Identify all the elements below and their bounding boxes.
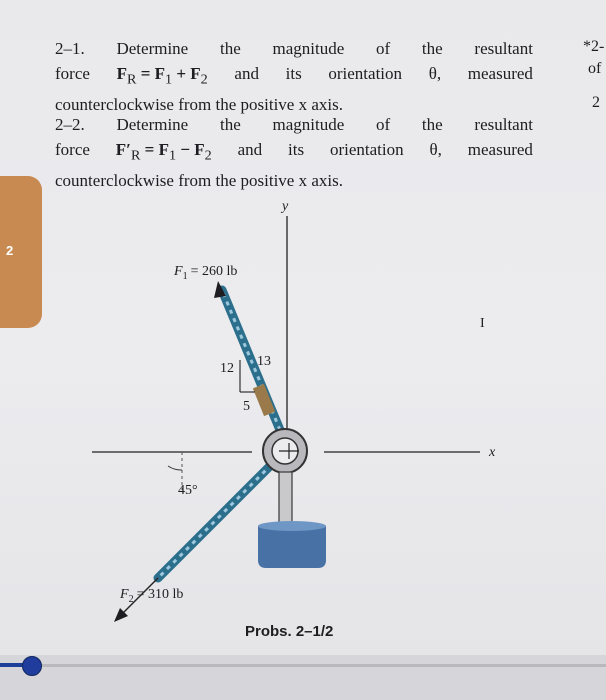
f1-value: = 260 lb bbox=[190, 264, 238, 279]
word: the bbox=[421, 115, 443, 134]
f1-subscript: 1 bbox=[182, 271, 188, 282]
margin-note: 2 bbox=[592, 94, 600, 111]
formula-subscript: R bbox=[126, 71, 137, 88]
angle-label: 45° bbox=[178, 483, 198, 498]
word: of bbox=[375, 39, 391, 58]
word: resultant bbox=[474, 115, 533, 134]
word: and bbox=[237, 140, 263, 159]
word: Determine bbox=[116, 115, 189, 134]
f2-subscript: 2 bbox=[128, 594, 134, 605]
formula-symbol: = F bbox=[140, 64, 166, 83]
word: its bbox=[288, 140, 305, 159]
page-slider-track[interactable] bbox=[0, 664, 606, 667]
problem-2-1-line-3: counterclockwise from the positive x axis. bbox=[55, 95, 343, 115]
page-slider-handle[interactable] bbox=[22, 656, 42, 676]
word: orientation bbox=[329, 140, 404, 159]
eye-bolt-shank bbox=[279, 472, 292, 526]
f1-symbol: F bbox=[174, 264, 183, 279]
word: force bbox=[55, 140, 90, 159]
word: θ, bbox=[429, 140, 442, 159]
word: Determine bbox=[116, 39, 189, 58]
word: resultant bbox=[474, 39, 533, 58]
word: the bbox=[219, 39, 241, 58]
word: measured bbox=[467, 140, 533, 159]
formula-subscript: 1 bbox=[169, 147, 177, 164]
f2-symbol: F bbox=[120, 587, 129, 602]
angle-arc bbox=[168, 466, 182, 470]
formula-subscript: R bbox=[130, 147, 141, 164]
word: the bbox=[421, 39, 443, 58]
formula-subscript: 1 bbox=[165, 71, 173, 88]
margin-note: of bbox=[588, 60, 602, 77]
x-axis-label: x bbox=[489, 445, 496, 460]
formula-symbol: F′ bbox=[115, 140, 131, 159]
support-block-top bbox=[258, 521, 326, 531]
support-block bbox=[258, 526, 326, 568]
formula-symbol: F bbox=[116, 64, 127, 83]
word: measured bbox=[467, 64, 533, 83]
formula-symbol: = F bbox=[144, 140, 169, 159]
figure-caption: Probs. 2–1/2 bbox=[245, 623, 334, 640]
problem-2-2-line-3: counterclockwise from the positive x axis. bbox=[55, 171, 343, 191]
slope-label-13: 13 bbox=[257, 354, 271, 369]
formula-symbol: − F bbox=[180, 140, 205, 159]
text-cursor-icon: I bbox=[480, 316, 485, 331]
word: and bbox=[234, 64, 259, 83]
f1-label bbox=[173, 264, 237, 282]
word: force bbox=[55, 64, 90, 83]
word: orientation bbox=[328, 64, 403, 83]
problem-number: 2–2. bbox=[55, 115, 85, 134]
y-axis-label: y bbox=[282, 199, 289, 214]
word: magnitude bbox=[272, 39, 345, 58]
margin-note: *2- bbox=[583, 38, 605, 55]
problem-number: 2–1. bbox=[55, 39, 85, 58]
formula-subscript: 2 bbox=[204, 147, 212, 164]
word: of bbox=[375, 115, 391, 134]
word: θ, bbox=[428, 64, 442, 83]
f2-value: = 310 lb bbox=[136, 587, 184, 602]
word: its bbox=[285, 64, 302, 83]
formula-subscript: 2 bbox=[200, 71, 208, 88]
slope-label-12: 12 bbox=[220, 361, 234, 376]
viewer-bottom-bar bbox=[0, 655, 606, 700]
word: the bbox=[219, 115, 241, 134]
word: magnitude bbox=[272, 115, 345, 134]
slope-label-5: 5 bbox=[243, 399, 250, 414]
f2-label bbox=[119, 587, 183, 605]
chapter-tab-label: 2 bbox=[6, 243, 14, 258]
formula-symbol: + F bbox=[176, 64, 201, 83]
